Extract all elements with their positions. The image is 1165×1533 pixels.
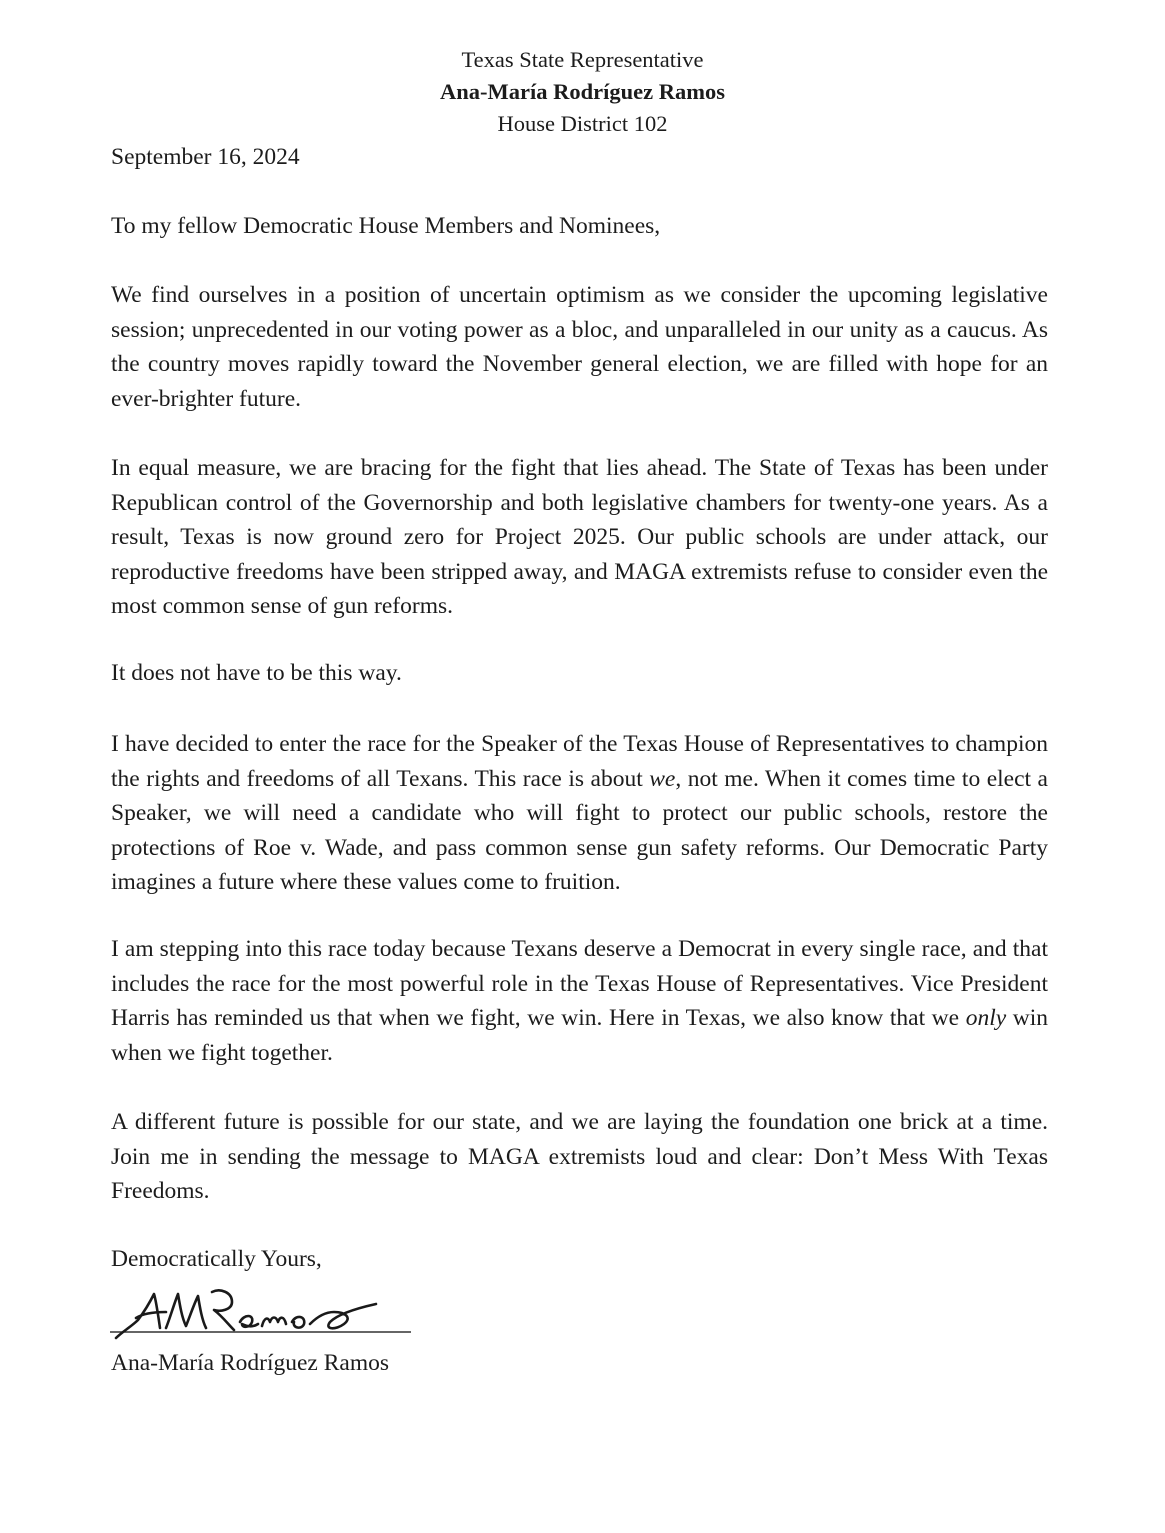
paragraph-3 [111, 656, 1048, 691]
letter-date: September 16, 2024 [111, 144, 300, 170]
paragraph-6 [111, 1105, 1048, 1209]
paragraph-4-emphasis: we [649, 765, 676, 792]
closing: Democratically Yours, [111, 1246, 322, 1272]
paragraph-2-text: In equal measure, we are bracing for the fight that lies ahead. The State of Texas has been under Republican control of the Governorship and both legislative chambers for twenty-one years. As a result, Texas is now ground zero for Project 2025. Our public schools are under attack, our reproductive freedoms have been stripped away, and MAGA extremists refuse to consider even the most common sense of gun reforms. [111, 455, 1048, 619]
paragraph-6-text: A different future is possible for our state, and we are laying the foundation one brick at a time. Join me in sending the message to MAGA extremists loud and clear: Don’t Mess With Texas Freedoms. [111, 1109, 1048, 1204]
paragraph-2 [111, 451, 1048, 624]
paragraph-5-after: win when we fight together. [111, 1005, 1048, 1066]
paragraph-3-text: It does not have to be this way. [111, 660, 402, 686]
paragraph-4 [111, 727, 1048, 900]
paragraph-4-after: , not me. When it comes time to elect a Speaker, we will need a candidate who will fight to protect our public schools, restore the protections of Roe v. Wade, and pass common sense gun safety reforms. Our Democratic Party imagines a future where these values come to fruition. [111, 765, 1048, 895]
salutation: To my fellow Democratic House Members and Nominees, [111, 213, 661, 239]
signer-name: Ana-María Rodríguez Ramos [111, 1350, 390, 1376]
paragraph-1-text: We find ourselves in a position of uncertain optimism as we consider the upcoming legislative session; unprecedented in our voting power as a bloc, and unparalleled in our unity as a caucus. As the country moves rapidly toward the November general election, we are filled with hope for an ever-brighter future. [111, 282, 1048, 412]
paragraph-5-text [111, 932, 1048, 1070]
paragraph-4-before: I have decided to enter the race for the Speaker of the Texas House of Representatives to champion the rights and freedoms of all Texans. This race is about [111, 731, 1048, 792]
signature-icon [108, 1282, 413, 1344]
paragraph-5-emphasis: only [965, 1005, 1007, 1031]
paragraph-4-text [111, 727, 1048, 900]
letterhead-title: Texas State Representative [461, 47, 704, 72]
letterhead-district: House District 102 [497, 111, 668, 136]
letterhead-name: Ana-María Rodríguez Ramos [440, 79, 725, 104]
signature [108, 1282, 413, 1344]
paragraph-5 [111, 932, 1048, 1070]
paragraph-1 [111, 278, 1048, 416]
letterhead [0, 44, 1165, 140]
paragraph-5-before: I am stepping into this race today because Texans deserve a Democrat in every single race, and that includes the race for the most powerful role in the Texas House of Representatives. Vice President Harris has reminded us that when we fight, we win. Here in Texas, we also know that we [111, 936, 1048, 1031]
